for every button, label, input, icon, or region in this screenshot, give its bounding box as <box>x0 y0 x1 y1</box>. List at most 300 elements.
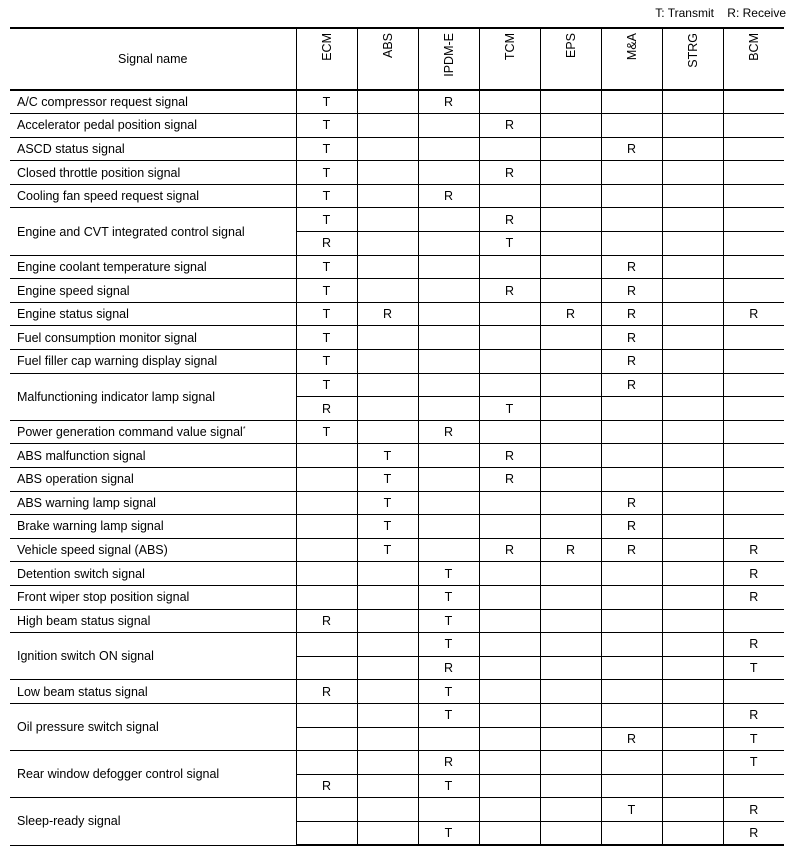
signal-cell: T <box>723 727 784 751</box>
signal-name-cell <box>10 680 296 704</box>
signal-cell <box>662 798 723 822</box>
signal-cell <box>662 609 723 633</box>
signal-cell <box>418 279 479 303</box>
signal-cell <box>601 114 662 138</box>
signal-cell <box>540 444 601 468</box>
signal-cell: T <box>418 562 479 586</box>
signal-cell: T <box>357 444 418 468</box>
signal-cell: T <box>296 255 357 279</box>
signal-cell: R <box>723 585 784 609</box>
signal-cell <box>418 444 479 468</box>
signal-cell <box>601 90 662 114</box>
signal-name-cell <box>10 515 296 539</box>
signal-cell <box>540 90 601 114</box>
signal-cell <box>662 633 723 657</box>
signal-cell <box>662 420 723 444</box>
legend: T: Transmit R: Receive <box>655 6 786 20</box>
ecu-header-strg <box>662 28 723 90</box>
signal-cell <box>357 90 418 114</box>
signal-cell <box>540 373 601 397</box>
signal-cell <box>540 656 601 680</box>
signal-name-cell <box>10 184 296 208</box>
signal-cell <box>296 538 357 562</box>
signal-cell: R <box>296 774 357 798</box>
signal-cell <box>662 774 723 798</box>
signal-cell: R <box>601 137 662 161</box>
signal-cell <box>723 609 784 633</box>
signal-name-cell <box>10 350 296 374</box>
signal-cell <box>662 114 723 138</box>
signal-cell: R <box>601 279 662 303</box>
signal-cell <box>723 279 784 303</box>
signal-cell <box>357 680 418 704</box>
signal-cell: T <box>601 798 662 822</box>
signal-cell <box>418 538 479 562</box>
ecu-header-ecm <box>296 28 357 90</box>
signal-cell: R <box>723 562 784 586</box>
signal-name-cell <box>10 468 296 492</box>
ecu-header-label: ECM <box>319 33 334 61</box>
signal-cell <box>540 184 601 208</box>
table-row <box>10 302 784 326</box>
signal-cell <box>540 397 601 421</box>
signal-cell <box>540 491 601 515</box>
signal-cell <box>418 350 479 374</box>
signal-cell <box>662 279 723 303</box>
signal-cell <box>418 515 479 539</box>
signal-cell <box>540 232 601 256</box>
signal-cell <box>479 350 540 374</box>
table-row <box>10 515 784 539</box>
signal-cell: R <box>296 397 357 421</box>
table-row <box>10 585 784 609</box>
table-row <box>10 90 784 114</box>
signal-cell <box>723 468 784 492</box>
signal-cell <box>601 703 662 727</box>
table-row <box>10 562 784 586</box>
signal-cell <box>540 703 601 727</box>
signal-cell <box>357 703 418 727</box>
signal-name: Closed throttle position signal <box>17 165 181 180</box>
signal-cell <box>479 585 540 609</box>
signal-cell: T <box>296 184 357 208</box>
signal-cell <box>723 444 784 468</box>
signal-name: Oil pressure switch signal <box>17 720 159 735</box>
signal-cell <box>601 680 662 704</box>
ecu-header-bcm <box>723 28 784 90</box>
signal-cell <box>357 397 418 421</box>
signal-cell <box>540 255 601 279</box>
signal-cell <box>357 751 418 775</box>
signal-name-cell <box>10 444 296 468</box>
table-row <box>10 633 784 657</box>
signal-cell <box>601 774 662 798</box>
signal-cell <box>479 680 540 704</box>
signal-cell: T <box>296 90 357 114</box>
signal-cell <box>540 562 601 586</box>
ecu-header-abs <box>357 28 418 90</box>
signal-cell <box>540 137 601 161</box>
signal-cell: R <box>479 161 540 185</box>
signal-cell <box>540 420 601 444</box>
signal-name-cell <box>10 255 296 279</box>
signal-cell <box>479 491 540 515</box>
signal-name: Fuel consumption monitor signal <box>17 330 197 345</box>
signal-name: Detention switch signal <box>17 566 145 581</box>
signal-cell <box>357 774 418 798</box>
signal-cell <box>662 585 723 609</box>
signal-cell: R <box>296 232 357 256</box>
signal-cell <box>479 302 540 326</box>
signal-cell: R <box>540 302 601 326</box>
signal-cell <box>662 468 723 492</box>
signal-cell <box>723 90 784 114</box>
signal-cell <box>418 397 479 421</box>
signal-cell: R <box>479 279 540 303</box>
signal-name: Brake warning lamp signal <box>17 519 164 534</box>
signal-cell: T <box>418 609 479 633</box>
table-row <box>10 444 784 468</box>
signal-cell: R <box>601 373 662 397</box>
ecu-header-label: IPDM-E <box>441 33 456 77</box>
signal-cell <box>296 727 357 751</box>
signal-cell <box>479 515 540 539</box>
signal-name: Engine speed signal <box>17 283 130 298</box>
signal-cell <box>296 798 357 822</box>
signal-cell <box>601 161 662 185</box>
signal-name-cell <box>10 562 296 586</box>
signal-cell <box>296 633 357 657</box>
signal-cell <box>723 420 784 444</box>
signal-name: Fuel filler cap warning display signal <box>17 354 218 369</box>
signal-cell <box>357 208 418 232</box>
signal-cell <box>662 751 723 775</box>
signal-cell <box>479 798 540 822</box>
signal-name-cell <box>10 609 296 633</box>
signal-cell: R <box>723 821 784 845</box>
signal-cell <box>662 515 723 539</box>
signal-name: Engine and CVT integrated control signal <box>17 224 245 239</box>
signal-cell <box>357 821 418 845</box>
signal-cell: R <box>479 444 540 468</box>
signal-cell: T <box>357 491 418 515</box>
ecu-header-label: STRG <box>685 33 700 68</box>
signal-cell: T <box>296 114 357 138</box>
signal-name: Engine coolant temperature signal <box>17 259 207 274</box>
table-row <box>10 680 784 704</box>
signal-cell <box>357 137 418 161</box>
signal-cell <box>357 114 418 138</box>
ecu-header-m-and-a <box>601 28 662 90</box>
table-row <box>10 350 784 374</box>
signal-name-cell <box>10 302 296 326</box>
table-row <box>10 420 784 444</box>
signal-cell <box>662 137 723 161</box>
signal-cell: T <box>479 232 540 256</box>
signal-cell <box>601 397 662 421</box>
signal-name: High beam status signal <box>17 613 151 628</box>
signal-cell: R <box>418 656 479 680</box>
signal-cell <box>723 397 784 421</box>
signal-cell <box>723 326 784 350</box>
signal-cell: R <box>601 326 662 350</box>
signal-cell <box>296 491 357 515</box>
signal-cell: T <box>418 680 479 704</box>
signal-cell: T <box>296 161 357 185</box>
signal-cell <box>479 633 540 657</box>
ecu-header-label: ABS <box>380 33 395 59</box>
signal-cell: T <box>418 821 479 845</box>
table-row <box>10 114 784 138</box>
signal-cell <box>662 821 723 845</box>
signal-cell <box>540 798 601 822</box>
signal-cell: R <box>723 633 784 657</box>
signal-name: Vehicle speed signal (ABS) <box>17 543 168 558</box>
signal-cell <box>479 703 540 727</box>
signal-cell <box>479 727 540 751</box>
signal-cell <box>540 680 601 704</box>
signal-cell <box>357 326 418 350</box>
footnote-marker: * <box>242 425 246 433</box>
signal-cell <box>357 279 418 303</box>
signal-cell: R <box>601 302 662 326</box>
signal-cell <box>296 821 357 845</box>
signal-cell <box>479 420 540 444</box>
signal-cell: T <box>418 585 479 609</box>
signal-name: Sleep-ready signal <box>17 814 121 829</box>
signal-cell <box>662 90 723 114</box>
signal-cell: R <box>723 302 784 326</box>
signal-name: Engine status signal <box>17 307 129 322</box>
signal-cell <box>418 326 479 350</box>
signal-cell <box>418 798 479 822</box>
signal-cell: R <box>418 90 479 114</box>
signal-cell <box>662 161 723 185</box>
table-row <box>10 798 784 822</box>
signal-cell <box>357 656 418 680</box>
signal-cell <box>479 821 540 845</box>
signal-cell <box>540 350 601 374</box>
signal-name: ABS operation signal <box>17 472 134 487</box>
signal-cell <box>357 420 418 444</box>
signal-cell <box>357 161 418 185</box>
signal-cell <box>601 751 662 775</box>
signal-cell <box>479 609 540 633</box>
signal-cell: R <box>479 468 540 492</box>
signal-cell <box>296 562 357 586</box>
signal-cell <box>601 585 662 609</box>
signal-name: Accelerator pedal position signal <box>17 118 197 133</box>
table-row <box>10 184 784 208</box>
signal-cell <box>357 232 418 256</box>
signal-cell <box>601 208 662 232</box>
signal-cell <box>357 609 418 633</box>
signal-cell: T <box>418 703 479 727</box>
ecu-header-eps <box>540 28 601 90</box>
signal-cell <box>601 609 662 633</box>
signal-cell <box>662 538 723 562</box>
signal-cell <box>540 727 601 751</box>
signal-cell <box>296 585 357 609</box>
signal-cell <box>479 137 540 161</box>
signal-cell <box>662 184 723 208</box>
signal-cell <box>601 562 662 586</box>
signal-cell <box>662 255 723 279</box>
signal-cell: T <box>479 397 540 421</box>
signal-cell: T <box>418 633 479 657</box>
signal-cell: T <box>296 279 357 303</box>
signal-cell: R <box>601 727 662 751</box>
signal-cell: R <box>723 798 784 822</box>
signal-cell <box>601 633 662 657</box>
signal-cell <box>662 703 723 727</box>
signal-cell: R <box>418 184 479 208</box>
signal-cell <box>723 137 784 161</box>
signal-cell <box>723 515 784 539</box>
signal-cell <box>723 208 784 232</box>
signal-name: ABS malfunction signal <box>17 448 146 463</box>
signal-cell <box>662 232 723 256</box>
table-row <box>10 703 784 727</box>
signal-cell <box>662 656 723 680</box>
signal-cell <box>418 161 479 185</box>
can-signal-table <box>10 27 784 846</box>
signal-name: ASCD status signal <box>17 141 125 156</box>
signal-cell: T <box>357 515 418 539</box>
signal-cell <box>418 137 479 161</box>
signal-cell <box>418 373 479 397</box>
signal-cell <box>296 656 357 680</box>
ecu-header-ipdm-e <box>418 28 479 90</box>
signal-cell <box>601 232 662 256</box>
signal-name: Low beam status signal <box>17 684 148 699</box>
signal-cell <box>662 562 723 586</box>
signal-cell <box>296 703 357 727</box>
signal-cell: R <box>479 208 540 232</box>
signal-cell <box>601 420 662 444</box>
signal-name-cell <box>10 114 296 138</box>
signal-cell <box>723 161 784 185</box>
signal-cell: T <box>357 468 418 492</box>
signal-cell: R <box>601 255 662 279</box>
signal-cell <box>723 255 784 279</box>
signal-name-cell <box>10 703 296 750</box>
table-row <box>10 538 784 562</box>
signal-cell: T <box>418 774 479 798</box>
signal-name-header: Signal name <box>10 28 296 90</box>
signal-name: Power generation command value signal <box>17 425 243 440</box>
signal-cell: R <box>723 538 784 562</box>
signal-cell <box>723 491 784 515</box>
signal-cell <box>357 727 418 751</box>
table-row <box>10 208 784 232</box>
signal-cell <box>418 114 479 138</box>
signal-name-cell <box>10 326 296 350</box>
signal-name-cell <box>10 137 296 161</box>
signal-cell: R <box>296 609 357 633</box>
signal-name: Cooling fan speed request signal <box>17 189 200 204</box>
signal-name-cell <box>10 751 296 798</box>
signal-name: ABS warning lamp signal <box>17 495 156 510</box>
ecu-header-label: TCM <box>502 33 517 61</box>
signal-name-cell <box>10 798 296 845</box>
signal-cell <box>479 373 540 397</box>
signal-cell <box>723 114 784 138</box>
signal-cell <box>662 326 723 350</box>
signal-cell <box>540 774 601 798</box>
signal-cell <box>601 821 662 845</box>
table-row <box>10 468 784 492</box>
signal-cell <box>540 821 601 845</box>
signal-cell <box>296 444 357 468</box>
signal-cell <box>418 491 479 515</box>
signal-cell <box>662 727 723 751</box>
signal-cell: R <box>357 302 418 326</box>
signal-cell <box>357 350 418 374</box>
signal-cell <box>662 444 723 468</box>
table-row <box>10 609 784 633</box>
signal-cell: T <box>296 420 357 444</box>
table-header-row <box>10 28 784 90</box>
signal-cell <box>418 727 479 751</box>
signal-cell <box>357 184 418 208</box>
signal-cell <box>540 609 601 633</box>
signal-name: Front wiper stop position signal <box>17 590 190 605</box>
table-row <box>10 326 784 350</box>
signal-cell: T <box>296 350 357 374</box>
signal-cell <box>418 232 479 256</box>
table-row <box>10 137 784 161</box>
signal-name: A/C compressor request signal <box>17 95 188 110</box>
signal-name: Malfunctioning indicator lamp signal <box>17 389 216 404</box>
signal-cell <box>723 184 784 208</box>
signal-cell <box>662 208 723 232</box>
signal-table-body <box>10 90 784 845</box>
ecu-header-label: M&A <box>624 33 639 61</box>
signal-cell <box>540 279 601 303</box>
signal-cell <box>296 515 357 539</box>
signal-name-cell <box>10 538 296 562</box>
signal-cell <box>723 680 784 704</box>
signal-cell: T <box>357 538 418 562</box>
signal-cell <box>723 774 784 798</box>
signal-name: Ignition switch ON signal <box>17 649 154 664</box>
signal-cell <box>540 326 601 350</box>
signal-cell <box>296 468 357 492</box>
signal-cell <box>662 373 723 397</box>
signal-name-cell <box>10 633 296 680</box>
signal-cell <box>479 326 540 350</box>
table-row <box>10 751 784 775</box>
signal-cell <box>479 255 540 279</box>
signal-cell <box>479 656 540 680</box>
signal-cell <box>723 350 784 374</box>
signal-cell <box>357 562 418 586</box>
signal-cell: R <box>601 491 662 515</box>
signal-cell: T <box>296 373 357 397</box>
signal-cell <box>662 680 723 704</box>
signal-cell: T <box>296 302 357 326</box>
signal-cell: R <box>479 114 540 138</box>
signal-cell <box>723 373 784 397</box>
signal-cell: T <box>296 326 357 350</box>
signal-cell: R <box>479 538 540 562</box>
signal-cell: R <box>540 538 601 562</box>
signal-cell <box>601 444 662 468</box>
signal-cell <box>357 798 418 822</box>
table-row <box>10 373 784 397</box>
table-row <box>10 161 784 185</box>
